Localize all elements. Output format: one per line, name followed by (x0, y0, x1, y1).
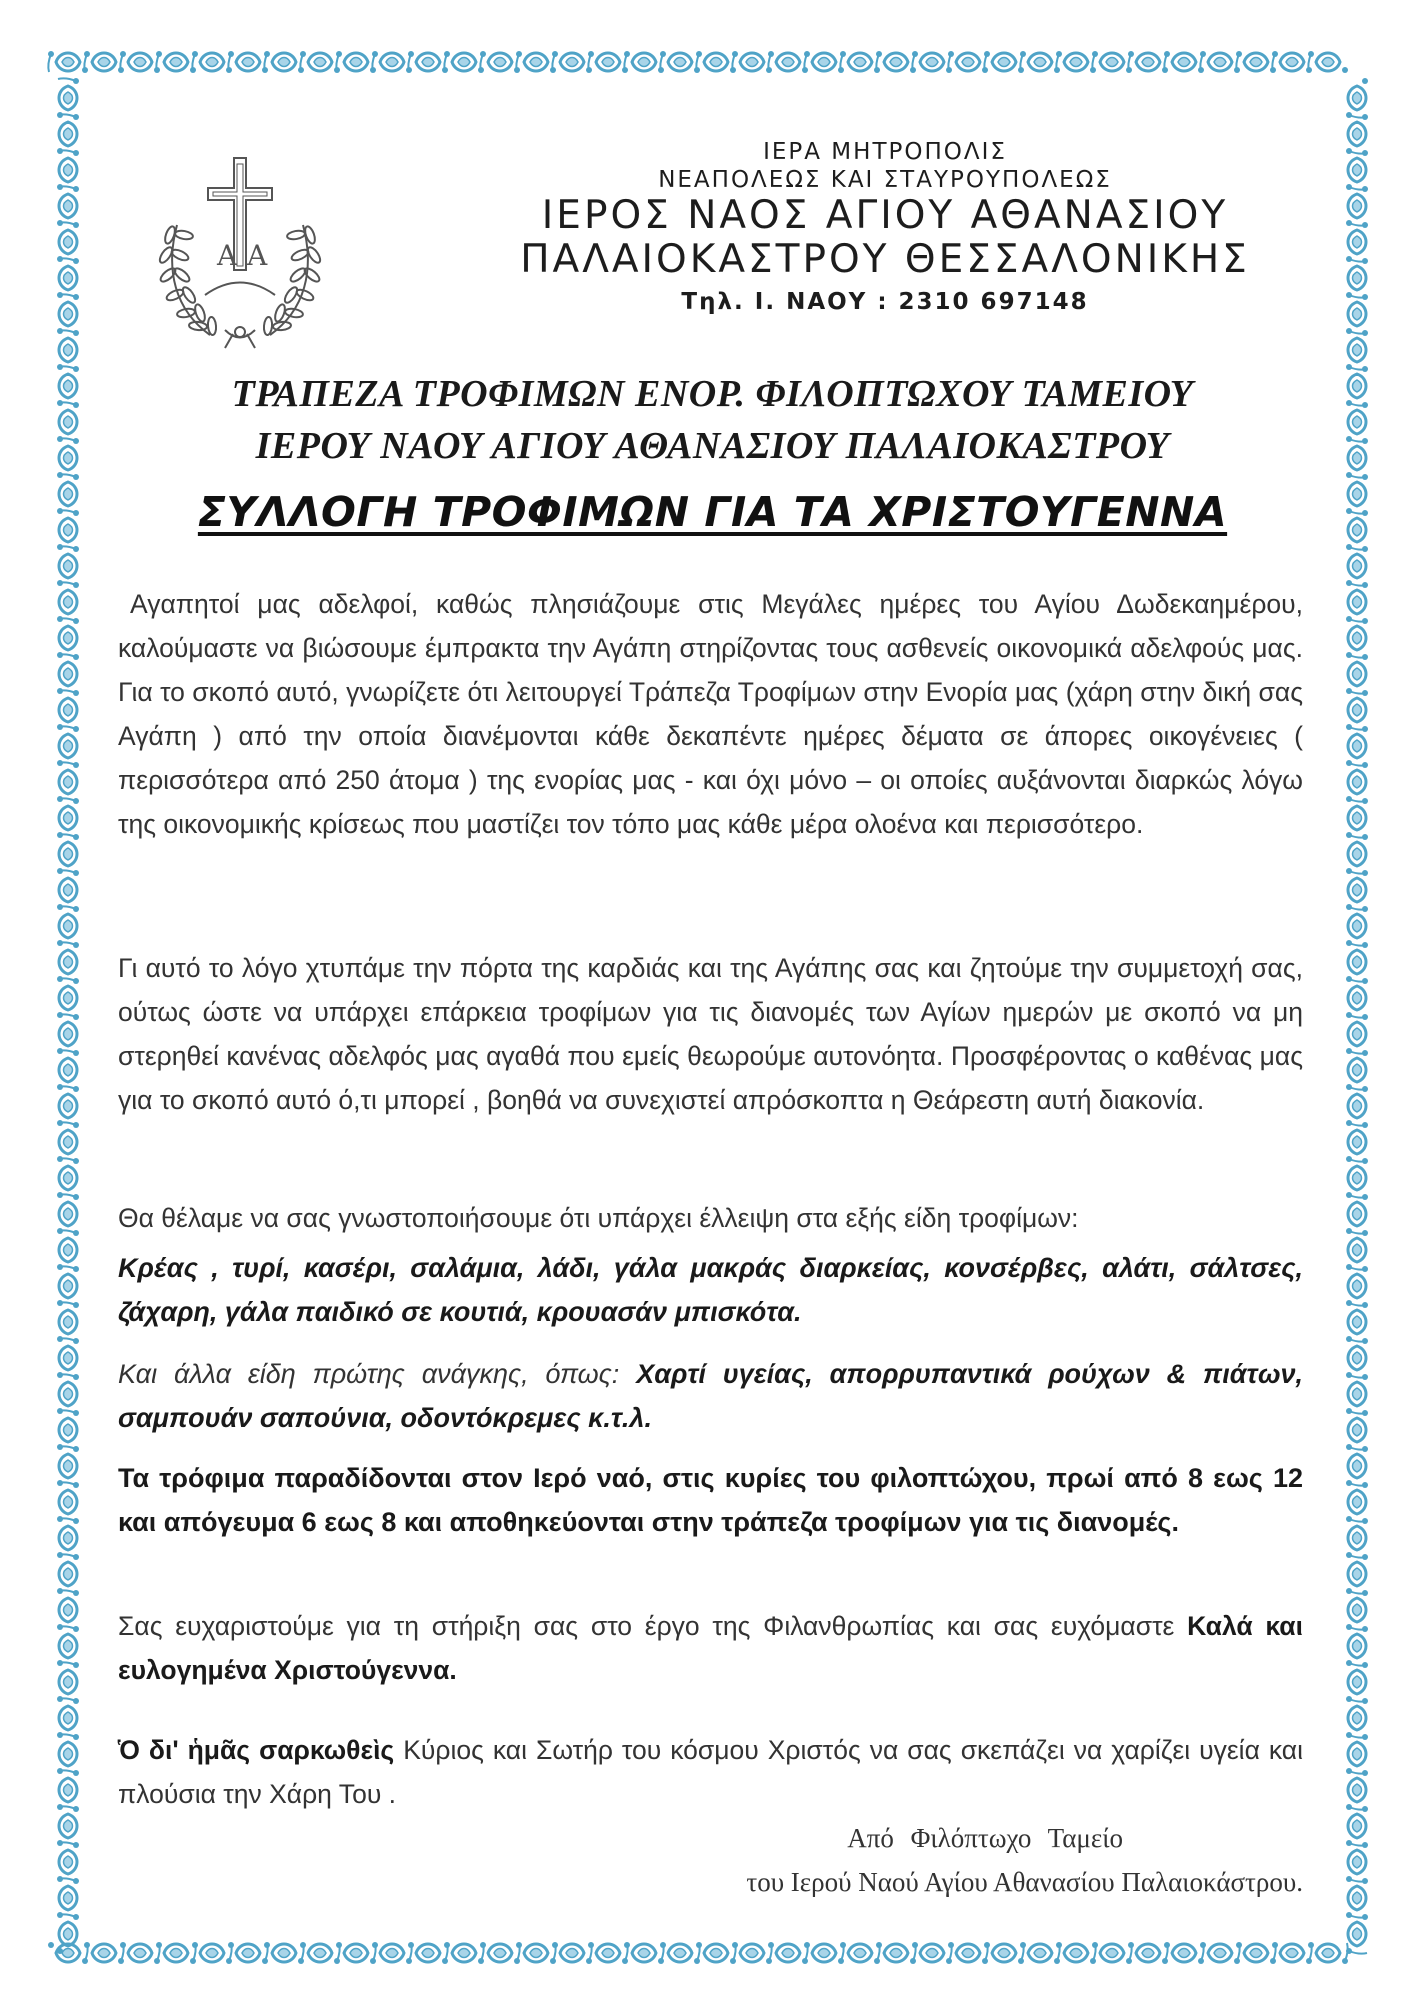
signature (746, 1816, 1303, 1904)
other-items-list: Χαρτί υγείας, απορρυπαντικά ρούχων & πιάτων, σαμπουάν σαπούνια, οδοντόκρεμες κ.τ.λ. (118, 1359, 1303, 1433)
main-heading: ΣΥΛΛΟΓΗ ΤΡΟΦΙΜΩΝ ΓΙΑ ΤΑ ΧΡΙΣΤΟΥΓΕΝΝΑ (197, 488, 1228, 536)
paragraph-1-text: Αγαπητοί μας αδελφοί, καθώς πλησιάζουμε στις Μεγάλες ημέρες του Αγίου Δωδεκαημέρου, καλούμαστε να βιώσουμε έμπρακτα την Αγάπη στηρίζοντας τους ασθενείς οικονομικά αδελφούς μας. Για το σκοπό αυτό, γνωρίζετε ότι λειτουργεί Τράπεζα Τροφίμων στην Ενορία μας (χάρη στην δική σας Αγάπη ) από την οποία διανέμονται κάθε δεκαπέντε ημέρες δέματα σε άπορες οικογένειες ( περισσότερα από 250 άτομα ) της ενορίας μας - και όχι μόνο – οι οποίες αυξάνονται διαρκώς λόγω της οικονομικής κρίσεως που μαστίζει τον τόπο μας κάθε μέρα ολοένα και περισσότερο. (118, 589, 1303, 839)
christmas-wishes: Καλά και ευλογημένα Χριστούγεννα. (118, 1611, 1303, 1685)
title-line-2: ΙΕΡΟΥ ΝΑΟΥ ΑΓΙΟΥ ΑΘΑΝΑΣΙΟΥ ΠΑΛΑΙΟΚΑΣΤΡΟΥ (255, 425, 1170, 467)
food-list (118, 1246, 1303, 1334)
blessing-text: Κύριος και Σωτήρ του κόσμου Χριστός να σας σκεπάζει να χαρίζει υγεία και πλούσια την Χάρη Του . (118, 1735, 1304, 1809)
blessing-paragraph (118, 1728, 1303, 1816)
church-location: ΠΑΛΑΙΟΚΑΣΤΡΟΥ ΘΕΣΣΑΛΟΝΙΚΗΣ (520, 237, 1250, 282)
paragraph-3 (118, 1196, 1303, 1240)
metropolis-name: ΝΕΑΠΟΛΕΩΣ ΚΑΙ ΣΤΑΥΡΟΥΠΟΛΕΩΣ (658, 167, 1112, 193)
thanks-text: Σας ευχαριστούμε για τη στήριξη σας στο έργο της Φιλανθρωπίας και σας ευχόμαστε (118, 1611, 1175, 1641)
blessing-greek-phrase: Ὁ δι' ἡμᾶς σαρκωθεὶς (118, 1735, 395, 1765)
emblem-letter-left: Α (217, 239, 238, 272)
paragraph-2-text: Γι αυτό το λόγο χτυπάμε την πόρτα της καρδιάς και της Αγάπης σας και ζητούμε την συμμετοχή σας, ούτως ώστε να υπάρχει επάρκεια τροφίμων για τις διανομές των Αγίων ημερών με σκοπό να μη στερηθεί κανένας αδελφός μας αγαθά που εμείς θεωρούμε αυτονόητα. Προσφέροντας ο καθένας μας για το σκοπό αυτό ό,τι μπορεί , βοηθά να συνεχιστεί απρόσκοπτα η Θεάρεστη αυτή διακονία. (118, 953, 1303, 1115)
other-items (118, 1352, 1303, 1440)
church-name: ΙΕΡΟΣ ΝΑΟΣ ΑΓΙΟΥ ΑΘΑΝΑΣΙΟΥ (541, 193, 1229, 238)
church-emblem-icon (155, 150, 325, 350)
title-line-1: ΤΡΑΠΕΖΑ ΤΡΟΦΙΜΩΝ ΕΝΟΡ. ΦΙΛΟΠΤΩΧΟΥ ΤΑΜΕΙΟΥ (231, 373, 1194, 415)
emblem-letter-right: Α (247, 239, 268, 272)
delivery-info (118, 1456, 1303, 1544)
signature-line-1: Από Φιλόπτωχο Ταμείο (847, 1823, 1123, 1853)
signature-line-2: του Ιερού Ναού Αγίου Αθανασίου Παλαιοκάστρου. (746, 1867, 1303, 1897)
delivery-info-text: Τα τρόφιμα παραδίδονται στον Ιερό ναό, στις κυρίες του φιλοπτώχου, πρωί από 8 εως 12 και απόγευμα 6 εως 8 και αποθηκεύονται στην τράπεζα τροφίμων για τις διανομές. (118, 1463, 1303, 1537)
paragraph-2 (118, 946, 1303, 1122)
metropolis-line: ΙΕΡΑ ΜΗΤΡΟΠΟΛΙΣ (763, 139, 1007, 165)
other-items-intro: Και άλλα είδη πρώτης ανάγκης, όπως: (118, 1359, 620, 1389)
food-list-text: Κρέας , τυρί, κασέρι, σαλάμια, λάδι, γάλα μακράς διαρκείας, κονσέρβες, αλάτι, σάλτσες, ζάχαρη, γάλα παιδικό σε κουτιά, κρουασάν μπισκότα. (118, 1253, 1303, 1327)
thanks-paragraph (118, 1604, 1303, 1692)
church-header (505, 138, 1265, 318)
church-phone: Τηλ. Ι. ΝΑΟΥ : 2310 697148 (681, 289, 1089, 315)
paragraph-1 (118, 582, 1303, 846)
paragraph-3-text: Θα θέλαμε να σας γνωστοποιήσουμε ότι υπάρχει έλλειψη στα εξής είδη τροφίμων: (118, 1203, 1079, 1233)
